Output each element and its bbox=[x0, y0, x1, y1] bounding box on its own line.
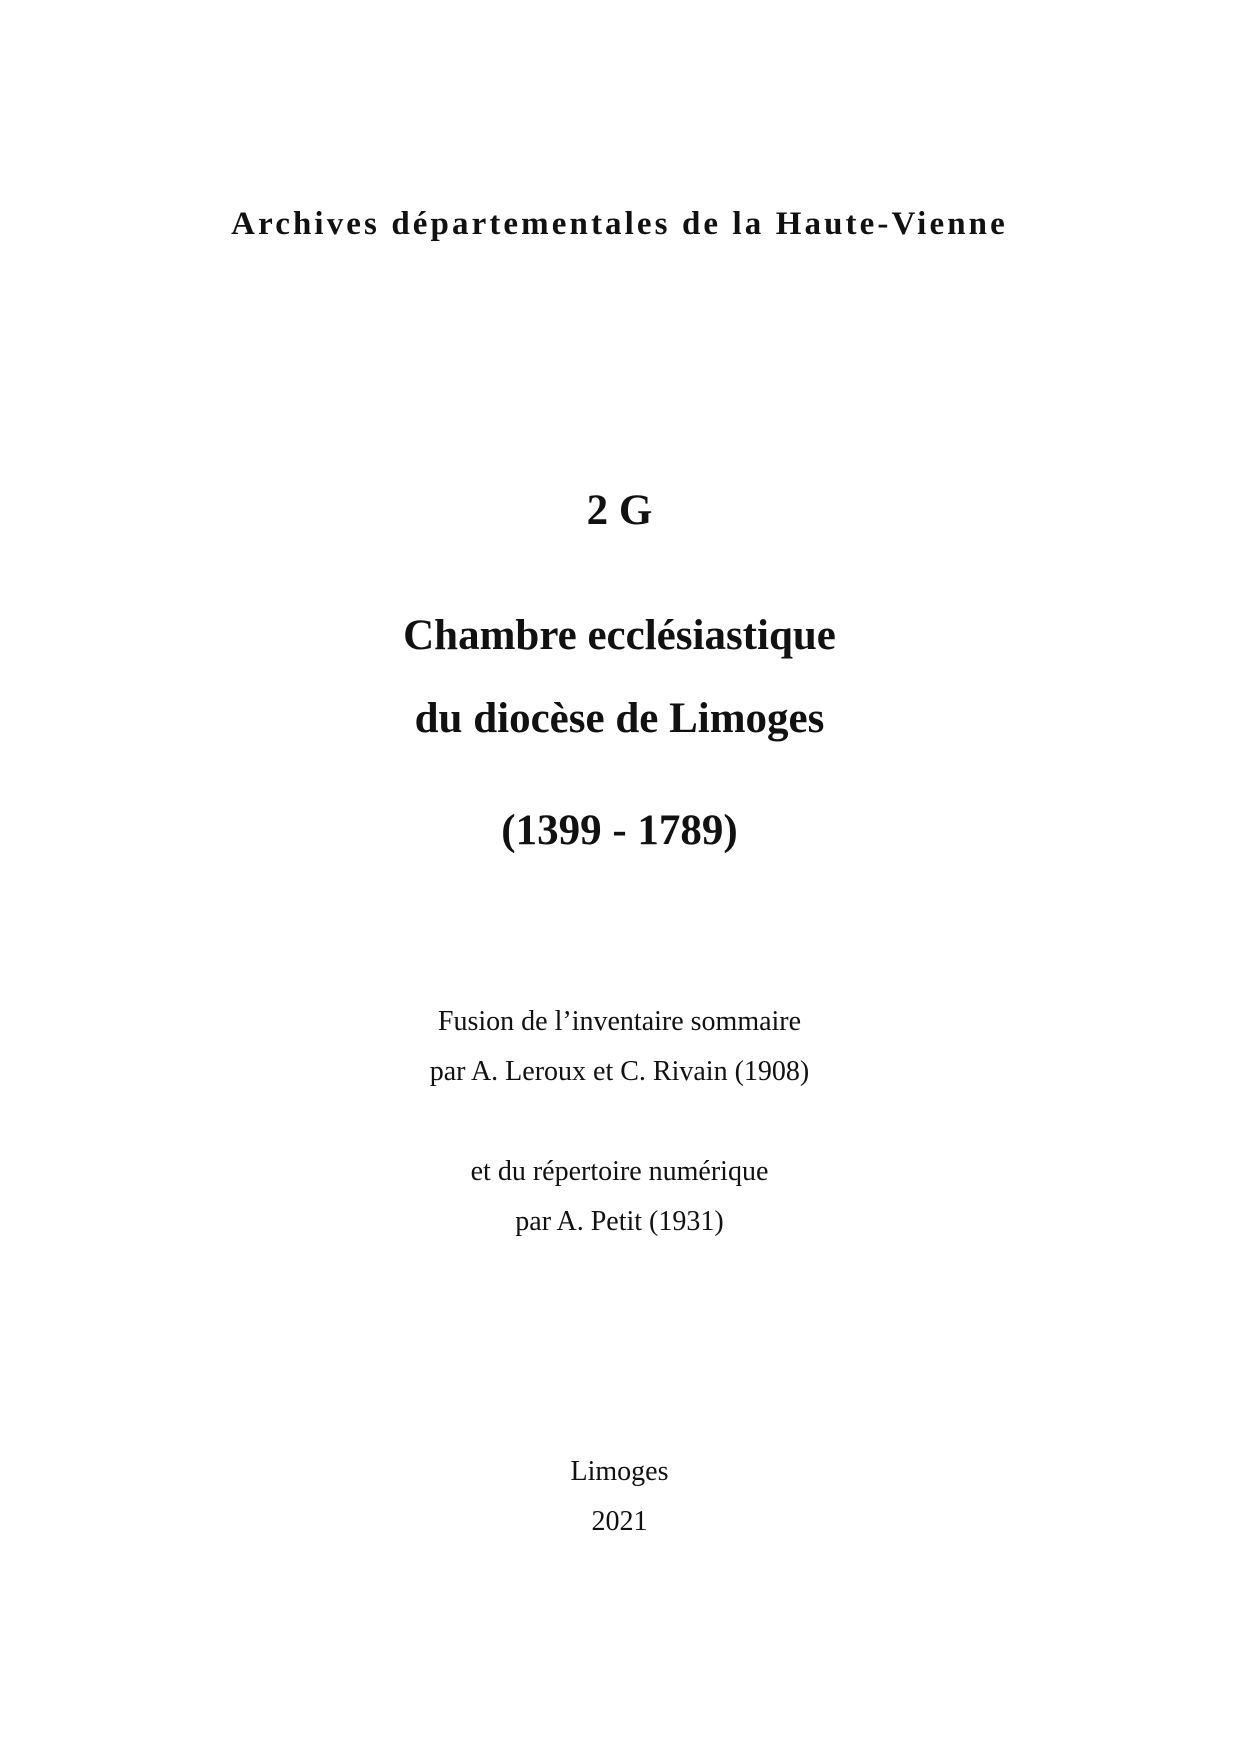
credit-line-1: Fusion de l’inventaire sommaire bbox=[437, 1006, 802, 1037]
credit-line-2: par A. Leroux et C. Rivain (1908) bbox=[429, 1056, 810, 1087]
fonds-cote: 2 G bbox=[586, 487, 653, 534]
document-title-line-2: du diocèse de Limoges bbox=[414, 695, 825, 742]
institution-name: Archives départementales de la Haute-Vienne bbox=[231, 206, 1008, 242]
date-range: (1399 - 1789) bbox=[501, 807, 738, 854]
publication-place: Limoges bbox=[570, 1456, 669, 1487]
publication-year: 2021 bbox=[591, 1506, 648, 1537]
document-title-line-1: Chambre ecclésiastique bbox=[403, 612, 836, 659]
credit-line-4: par A. Petit (1931) bbox=[515, 1206, 724, 1237]
credit-line-3: et du répertoire numérique bbox=[470, 1156, 769, 1187]
